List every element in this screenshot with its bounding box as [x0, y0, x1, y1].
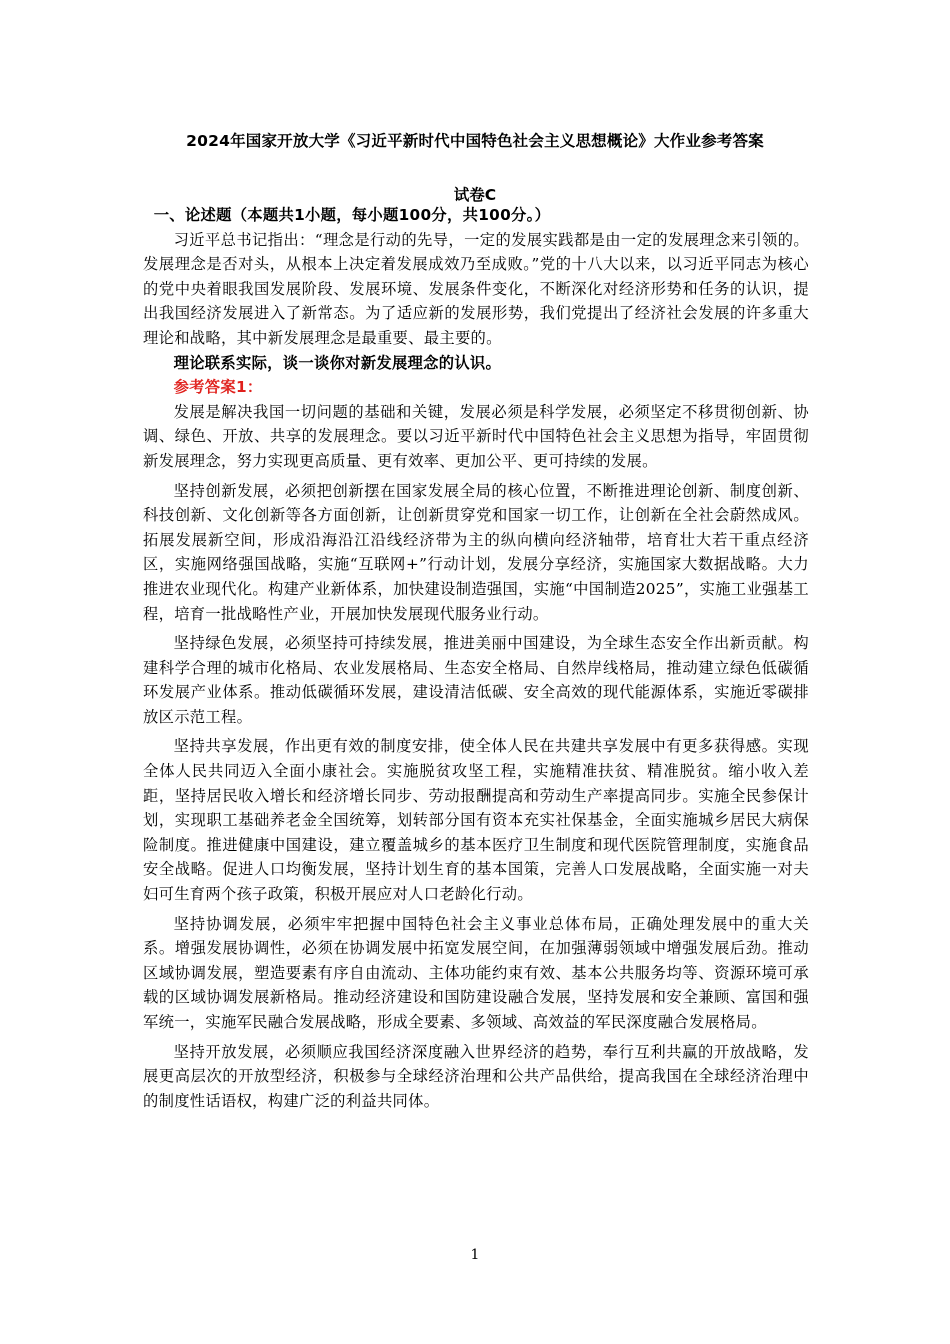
page-number: 1	[470, 1247, 480, 1263]
section-heading: 一、论述题（本题共1小题，每小题100分，共100分。）	[153, 206, 551, 224]
answer-paragraph-intro: 发展是解决我国一切问题的基础和关键，发展必须是科学发展，必须坚定不移贯彻创新、协调、绿色、开放、共享的发展理念。要以习近平新时代中国特色社会主义思想为指导，牢固贯彻新发展理念，努力实现更高质量、更有效率、更加公平、更可持续的发展。	[143, 402, 809, 470]
document-title: 2024年国家开放大学《习近平新时代中国特色社会主义思想概论》大作业参考答案	[186, 132, 764, 150]
essay-prompt: 习近平总书记指出：“理念是行动的先导，一定的发展实践都是由一定的发展理念来引领的。发展理念是否对头，从根本上决定着发展成效乃至成败。”党的十八大以来，以习近平同志为核心的党中央着眼我国发展阶段、发展环境、发展条件变化，不断深化对经济形势和任务的认识，提出我国经济发展进入了新常态。为了适应新的发展形势，我们党提出了经济社会发展的许多重大理论和战略，其中新发展理念是最重要、最主要的。	[143, 230, 809, 347]
exam-paper-label: 试卷C	[453, 186, 497, 204]
answer-paragraph-openness: 坚持开放发展，必须顺应我国经济深度融入世界经济的趋势，奉行互利共赢的开放战略，发展更高层次的开放型经济，积极参与全球经济治理和公共产品供给，提高我国在全球经济治理中的制度性话语权，构建广泛的利益共同体。	[143, 1042, 809, 1110]
answer-paragraph-innovation: 坚持创新发展，必须把创新摆在国家发展全局的核心位置，不断推进理论创新、制度创新、科技创新、文化创新等各方面创新，让创新贯穿党和国家一切工作，让创新在全社会蔚然成风。拓展发展新空间，形成沿海沿江沿线经济带为主的纵向横向经济轴带，培育壮大若干重点经济区，实施网络强国战略，实施“互联网+”行动计划，发展分享经济，实施国家大数据战略。大力推进农业现代化。构建产业新体系，加快建设制造强国，实施“中国制造2025”，实施工业强基工程，培育一批战略性产业，开展加快发展现代服务业行动。	[143, 481, 809, 623]
answer-paragraph-sharing: 坚持共享发展，作出更有效的制度安排，使全体人民在共建共享发展中有更多获得感。实现全体人民共同迈入全面小康社会。实施脱贫攻坚工程，实施精准扶贫、精准脱贫。缩小收入差距，坚持居民收入增长和经济增长同步、劳动报酬提高和劳动生产率提高同步。实施全民参保计划，实现职工基础养老金全国统筹，划转部分国有资本充实社保基金，全面实施城乡居民大病保险制度。推进健康中国建设，建立覆盖城乡的基本医疗卫生制度和现代医院管理制度，实施食品安全战略。促进人口均衡发展，坚持计划生育的基本国策，完善人口发展战略，全面实施一对夫妇可生育两个孩子政策，积极开展应对人口老龄化行动。	[143, 737, 809, 904]
answer-paragraph-green: 坚持绿色发展，必须坚持可持续发展，推进美丽中国建设，为全球生态安全作出新贡献。构建科学合理的城市化格局、农业发展格局、生态安全格局、自然岸线格局，推动建立绿色低碳循环发展产业体系。推动低碳循环发展，建设清洁低碳、安全高效的现代能源体系，实施近零碳排放区示范工程。	[143, 634, 809, 726]
answer-paragraph-coordination: 坚持协调发展，必须牢牢把握中国特色社会主义事业总体布局，正确处理发展中的重大关系。增强发展协调性，必须在协调发展中拓宽发展空间，在加强薄弱领域中增强发展后劲。推动区域协调发展，塑造要素有序自由流动、主体功能约束有效、基本公共服务均等、资源环境可承载的区域协调发展新格局。推动经济建设和国防建设融合发展，坚持发展和安全兼顾、富国和强军统一，实施军民融合发展战略，形成全要素、多领域、高效益的军民深度融合发展格局。	[143, 914, 809, 1031]
essay-question: 理论联系实际，谈一谈你对新发展理念的认识。	[173, 353, 502, 372]
answer-label: 参考答案1：	[173, 378, 263, 397]
document-body	[143, 203, 809, 1113]
